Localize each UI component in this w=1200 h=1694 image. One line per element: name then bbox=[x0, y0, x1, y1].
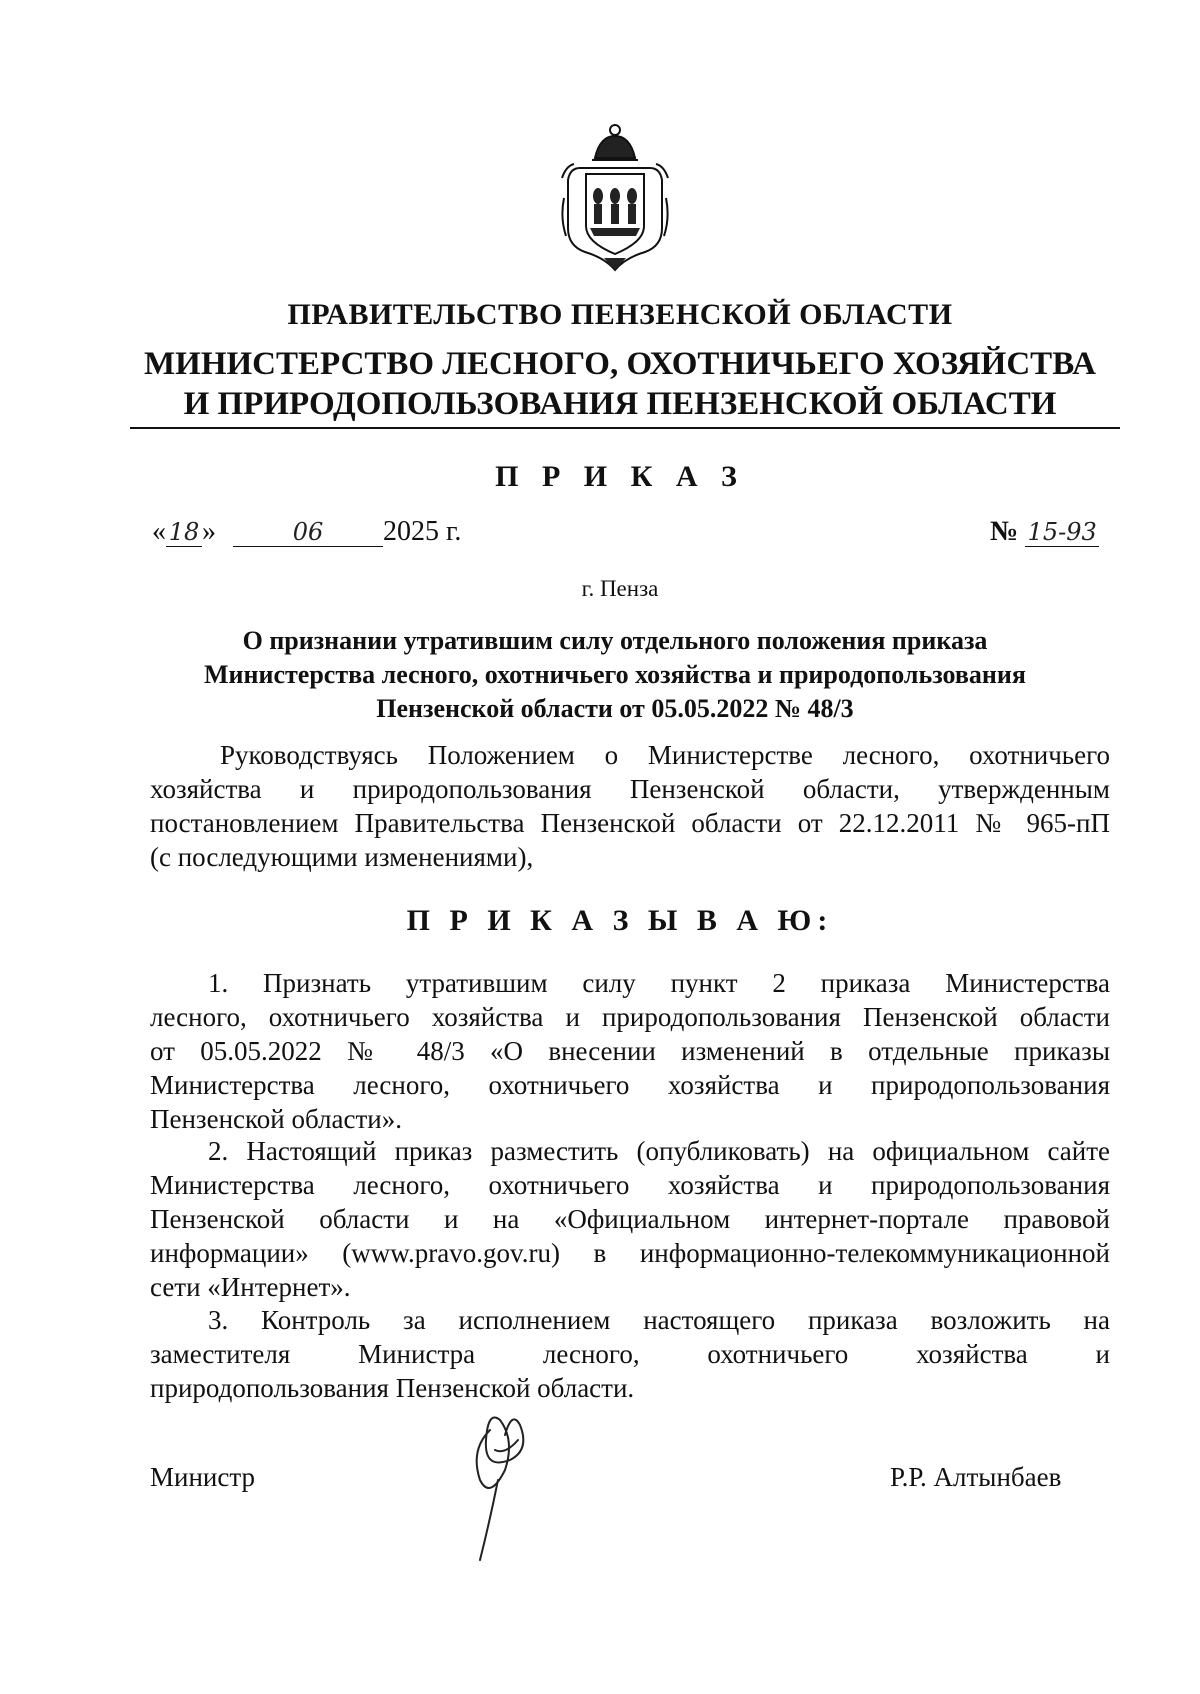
preamble-line: Руководствуясь Положением о Министерстве лесного, охотничьего bbox=[220, 740, 1110, 770]
signer-position: Министр bbox=[150, 1462, 255, 1492]
item-line: информации» (www.pravo.gov.ru) в информационно-телекоммуникационной bbox=[150, 1238, 1110, 1268]
item-line: Пензенской области и на «Официальном интернет-портале правовой bbox=[150, 1204, 1110, 1234]
preamble-line: (с последующими изменениями), bbox=[150, 842, 534, 872]
item-line: Министерства лесного, охотничьего хозяйства и природопользования bbox=[150, 1070, 1110, 1100]
order-number bbox=[990, 516, 1099, 548]
item-line: сети «Интернет». bbox=[150, 1272, 351, 1302]
date-day: 18 bbox=[166, 518, 202, 547]
preamble bbox=[150, 738, 1110, 874]
signer-name: Р.Р. Алтынбаев bbox=[890, 1462, 1062, 1492]
preamble-line: хозяйства и природопользования Пензенской области, утвержденным bbox=[150, 774, 1110, 804]
item-line: 1. Признать утратившим силу пункт 2 приказа Министерства bbox=[208, 968, 1110, 998]
date-open-quote: « bbox=[152, 516, 166, 547]
number-sign: № bbox=[990, 516, 1019, 547]
date-month: 06 bbox=[233, 518, 383, 547]
city: г. Пенза bbox=[581, 576, 659, 601]
order-title-line-2: Министерства лесного, охотничьего хозяйства и природопользования bbox=[204, 660, 1026, 689]
item-line: лесного, охотничьего хозяйства и природопользования Пензенской области bbox=[150, 1002, 1110, 1032]
order-title-line-1: О признании утратившим силу отдельного положения приказа bbox=[242, 626, 988, 655]
order-item-3 bbox=[150, 1303, 1110, 1405]
order-word: П Р И К А З Ы В А Ю: bbox=[406, 904, 834, 937]
header-divider bbox=[130, 427, 1120, 429]
date-close-quote: » bbox=[202, 516, 216, 547]
order-item-1 bbox=[150, 966, 1110, 1136]
item-line: от 05.05.2022 № 48/3 «О внесении изменений в отдельные приказы bbox=[150, 1036, 1110, 1066]
preamble-line: постановлением Правительства Пензенской области от 22.12.2011 № 965-пП bbox=[150, 808, 1110, 838]
order-date bbox=[152, 516, 461, 548]
date-year: 2025 г. bbox=[383, 516, 462, 547]
item-line: Министерства лесного, охотничьего хозяйства и природопользования bbox=[150, 1170, 1110, 1200]
government-name: ПРАВИТЕЛЬСТВО ПЕНЗЕНСКОЙ ОБЛАСТИ bbox=[287, 298, 953, 331]
item-line: заместителя Министра лесного, охотничьего хозяйства и bbox=[150, 1339, 1110, 1369]
number-value: 15-93 bbox=[1025, 518, 1099, 547]
item-line: Пензенской области». bbox=[150, 1104, 402, 1134]
coat-of-arms-icon bbox=[560, 118, 670, 278]
handwritten-signature-icon bbox=[450, 1410, 540, 1570]
item-line: природопользования Пензенской области. bbox=[150, 1373, 635, 1403]
item-line: 2. Настоящий приказ разместить (опубликовать) на официальном сайте bbox=[208, 1136, 1110, 1166]
ministry-name-line-1: МИНИСТЕРСТВО ЛЕСНОГО, ОХОТНИЧЬЕГО ХОЗЯЙСТВА bbox=[144, 346, 1096, 382]
ministry-name-line-2: И ПРИРОДОПОЛЬЗОВАНИЯ ПЕНЗЕНСКОЙ ОБЛАСТИ bbox=[183, 386, 1057, 422]
order-title-line-3: Пензенской области от 05.05.2022 № 48/3 bbox=[376, 694, 854, 723]
order-item-2 bbox=[150, 1134, 1110, 1304]
document-type: П Р И К А З bbox=[495, 460, 745, 493]
item-line: 3. Контроль за исполнением настоящего приказа возложить на bbox=[208, 1305, 1110, 1335]
